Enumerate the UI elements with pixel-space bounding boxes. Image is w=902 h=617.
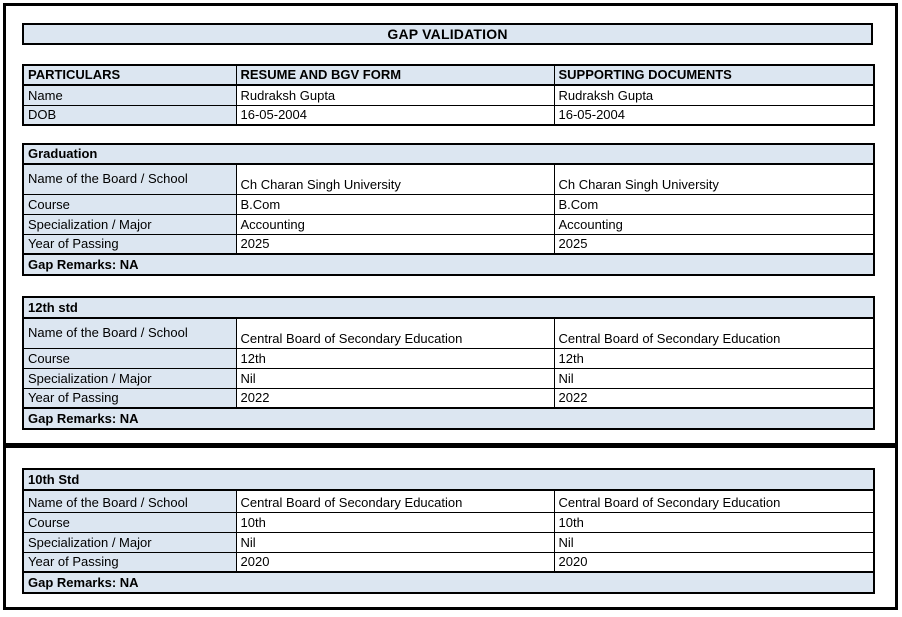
row-label-board-school: Name of the Board / School (23, 318, 236, 348)
cell-course-resume: B.Com (236, 194, 554, 214)
cell-course-resume: 10th (236, 512, 554, 532)
table-row-specialization (23, 368, 874, 388)
gap-remarks-row (23, 254, 874, 275)
section-header-row (23, 144, 874, 164)
row-label-specialization: Specialization / Major (23, 214, 236, 234)
row-label-specialization: Specialization / Major (23, 532, 236, 552)
row-label-board-school: Name of the Board / School (23, 490, 236, 512)
cell-name-supporting: Rudraksh Gupta (554, 85, 874, 105)
gap-remarks-graduation: Gap Remarks: NA (23, 254, 874, 275)
table-row-year-of-passing (23, 552, 874, 572)
table-row-year-of-passing (23, 234, 874, 254)
cell-board-school-resume: Central Board of Secondary Education (236, 490, 554, 512)
row-label-dob: DOB (23, 105, 236, 125)
cell-specialization-resume: Nil (236, 368, 554, 388)
table-row-board-school (23, 490, 874, 512)
cell-specialization-resume: Nil (236, 532, 554, 552)
row-label-year-of-passing: Year of Passing (23, 552, 236, 572)
table-row-course (23, 512, 874, 532)
cell-course-resume: 12th (236, 348, 554, 368)
row-label-year-of-passing: Year of Passing (23, 388, 236, 408)
section-table-graduation (22, 143, 875, 276)
table-row-dob (23, 105, 874, 125)
row-label-name: Name (23, 85, 236, 105)
cell-specialization-resume: Accounting (236, 214, 554, 234)
particulars-table (22, 64, 875, 126)
cell-board-school-supporting: Central Board of Secondary Education (554, 490, 874, 512)
cell-course-supporting: 10th (554, 512, 874, 532)
row-label-specialization: Specialization / Major (23, 368, 236, 388)
document-page (3, 3, 898, 610)
cell-name-resume: Rudraksh Gupta (236, 85, 554, 105)
row-label-course: Course (23, 194, 236, 214)
gap-remarks-12th-std: Gap Remarks: NA (23, 408, 874, 429)
table-row-course (23, 348, 874, 368)
section-header-row (23, 297, 874, 318)
section-title-10th-std: 10th Std (23, 469, 874, 490)
cell-course-supporting: 12th (554, 348, 874, 368)
cell-board-school-supporting: Ch Charan Singh University (554, 164, 874, 194)
column-header-supporting-docs: SUPPORTING DOCUMENTS (554, 65, 874, 85)
cell-dob-supporting: 16-05-2004 (554, 105, 874, 125)
table-row-specialization (23, 214, 874, 234)
table-row-name (23, 85, 874, 105)
cell-year-supporting: 2020 (554, 552, 874, 572)
row-label-course: Course (23, 512, 236, 532)
cell-specialization-supporting: Nil (554, 368, 874, 388)
cell-board-school-supporting: Central Board of Secondary Education (554, 318, 874, 348)
gap-remarks-row (23, 408, 874, 429)
table-row-course (23, 194, 874, 214)
cell-board-school-resume: Central Board of Secondary Education (236, 318, 554, 348)
section-table-12th-std (22, 296, 875, 430)
section-title-graduation: Graduation (23, 144, 874, 164)
table-row-specialization (23, 532, 874, 552)
gap-remarks-row (23, 572, 874, 593)
table-row-board-school (23, 318, 874, 348)
gap-remarks-10th-std: Gap Remarks: NA (23, 572, 874, 593)
cell-year-resume: 2022 (236, 388, 554, 408)
column-header-resume-bgv: RESUME AND BGV FORM (236, 65, 554, 85)
table-row-board-school (23, 164, 874, 194)
cell-dob-resume: 16-05-2004 (236, 105, 554, 125)
cell-course-supporting: B.Com (554, 194, 874, 214)
row-label-board-school: Name of the Board / School (23, 164, 236, 194)
cell-year-resume: 2020 (236, 552, 554, 572)
row-label-year-of-passing: Year of Passing (23, 234, 236, 254)
section-header-row (23, 469, 874, 490)
section-title-12th-std: 12th std (23, 297, 874, 318)
column-header-particulars: PARTICULARS (23, 65, 236, 85)
particulars-header-row (23, 65, 874, 85)
cell-specialization-supporting: Nil (554, 532, 874, 552)
table-row-year-of-passing (23, 388, 874, 408)
document-title-bar (22, 23, 873, 45)
cell-year-resume: 2025 (236, 234, 554, 254)
row-label-course: Course (23, 348, 236, 368)
page-title: GAP VALIDATION (387, 26, 508, 42)
cell-year-supporting: 2022 (554, 388, 874, 408)
cell-year-supporting: 2025 (554, 234, 874, 254)
section-table-10th-std (22, 468, 875, 594)
cell-board-school-resume: Ch Charan Singh University (236, 164, 554, 194)
page-break-divider (6, 443, 895, 448)
cell-specialization-supporting: Accounting (554, 214, 874, 234)
